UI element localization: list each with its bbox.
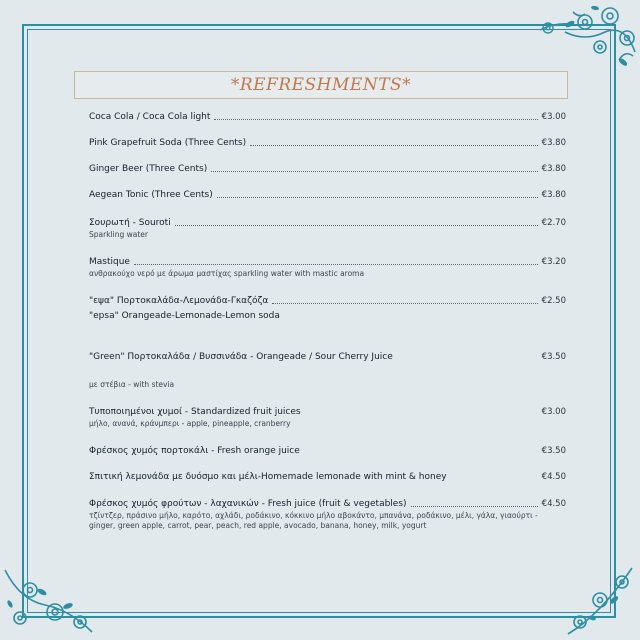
- menu-item-price: €4.50: [541, 472, 566, 482]
- menu-item-name: Pink Grapefruit Soda (Three Cents): [89, 138, 247, 148]
- dot-leader: [250, 145, 538, 146]
- menu-item-price: €3.80: [541, 164, 566, 174]
- menu-item-name: Ginger Beer (Three Cents): [89, 164, 208, 174]
- menu-item-price: €3.50: [541, 352, 566, 362]
- dot-leader: [214, 119, 537, 120]
- menu-item-price: €4.50: [541, 499, 566, 509]
- menu-item-name: Σπιτική λεμονάδα με δυόσμο και μέλι-Homemade lemonade with mint & honey: [89, 472, 447, 482]
- menu-item-name: Mastique: [89, 257, 130, 267]
- menu-item-aegean-tonic: [89, 188, 566, 201]
- menu-item-name: "εψα" Πορτοκαλάδα-Λεμονάδα-Γκαζόζα: [89, 296, 269, 306]
- menu-item-price: €3.20: [541, 257, 566, 267]
- menu-item-name: Τυποποιημένοι χυμοί - Standardized fruit juices: [89, 407, 301, 417]
- menu-item-name: Coca Cola / Coca Cola light: [89, 112, 211, 122]
- menu-item-name: Aegean Tonic (Three Cents): [89, 190, 213, 200]
- bottom-right-floral-ornament: [560, 560, 640, 640]
- menu-item-epsa: [89, 294, 566, 322]
- dot-leader: [272, 303, 537, 304]
- menu-item-mastique: [89, 255, 566, 279]
- menu-item-souroti: [89, 216, 566, 240]
- menu-item-name: Φρέσκος χυμός πορτοκάλι - Fresh orange juice: [89, 446, 300, 456]
- dot-leader: [175, 225, 538, 226]
- menu-item-description: μήλο, ανανά, κράνμπερι - apple, pineapple, cranberry: [89, 419, 291, 428]
- menu-item-homemade-lemonade: [89, 470, 566, 483]
- dot-leader: [211, 171, 537, 172]
- menu-item-price: €2.70: [541, 218, 566, 228]
- dot-leader: [411, 506, 538, 507]
- menu-item-description: τζίντζερ, πράσινο μήλο, καρότο, αχλάδι, ροδάκινο, κόκκινο μήλο αβοκάντο, μπανάνα, ροδάκινο, μέλι, γάλα, γιαούρτι - ginger, green apple, carrot, pear, peach, red apple, avocado, banana, honey, milk, yogurt: [89, 511, 538, 530]
- menu-item-price: €3.80: [541, 190, 566, 200]
- dot-leader: [134, 264, 538, 265]
- menu-item-price: €3.00: [541, 112, 566, 122]
- menu-item-english-name: "epsa" Orangeade-Lemonade-Lemon soda: [89, 311, 280, 321]
- menu-item-description: ανθρακούχο νερό με άρωμα μαστίχας sparkling water with mastic aroma: [89, 269, 365, 278]
- menu-item-description: Sparkling water: [89, 230, 148, 239]
- menu-item-name: Φρέσκος χυμός φρούτων - λαχανικών - Fresh juice (fruit & vegetables): [89, 499, 407, 509]
- menu-item-price: €3.50: [541, 446, 566, 456]
- menu-item-description: με στέβια - with stevia: [89, 380, 175, 389]
- menu-item-pink-grapefruit: [89, 136, 566, 149]
- menu-item-fresh-orange-juice: [89, 444, 566, 457]
- menu-item-name: "Green" Πορτοκαλάδα / Βυσσινάδα - Orangeade / Sour Cherry Juice: [89, 352, 393, 362]
- dot-leader: [217, 197, 538, 198]
- menu-item-price: €3.00: [541, 407, 566, 417]
- menu-item-ginger-beer: [89, 162, 566, 175]
- menu-item-coca-cola: [89, 110, 566, 123]
- menu-item-name: Σουρωτή - Souroti: [89, 218, 171, 228]
- menu-item-standardized-juices: [89, 405, 566, 429]
- menu-section-title: *REFRESHMENTS*: [74, 71, 568, 99]
- top-floral-garland: [540, 0, 640, 40]
- bottom-left-floral-ornament: [0, 560, 95, 640]
- menu-item-fresh-juice: [89, 497, 566, 531]
- menu-item-price: €3.80: [541, 138, 566, 148]
- menu-item-price: €2.50: [541, 296, 566, 306]
- menu-item-green-orangeade: [89, 350, 566, 390]
